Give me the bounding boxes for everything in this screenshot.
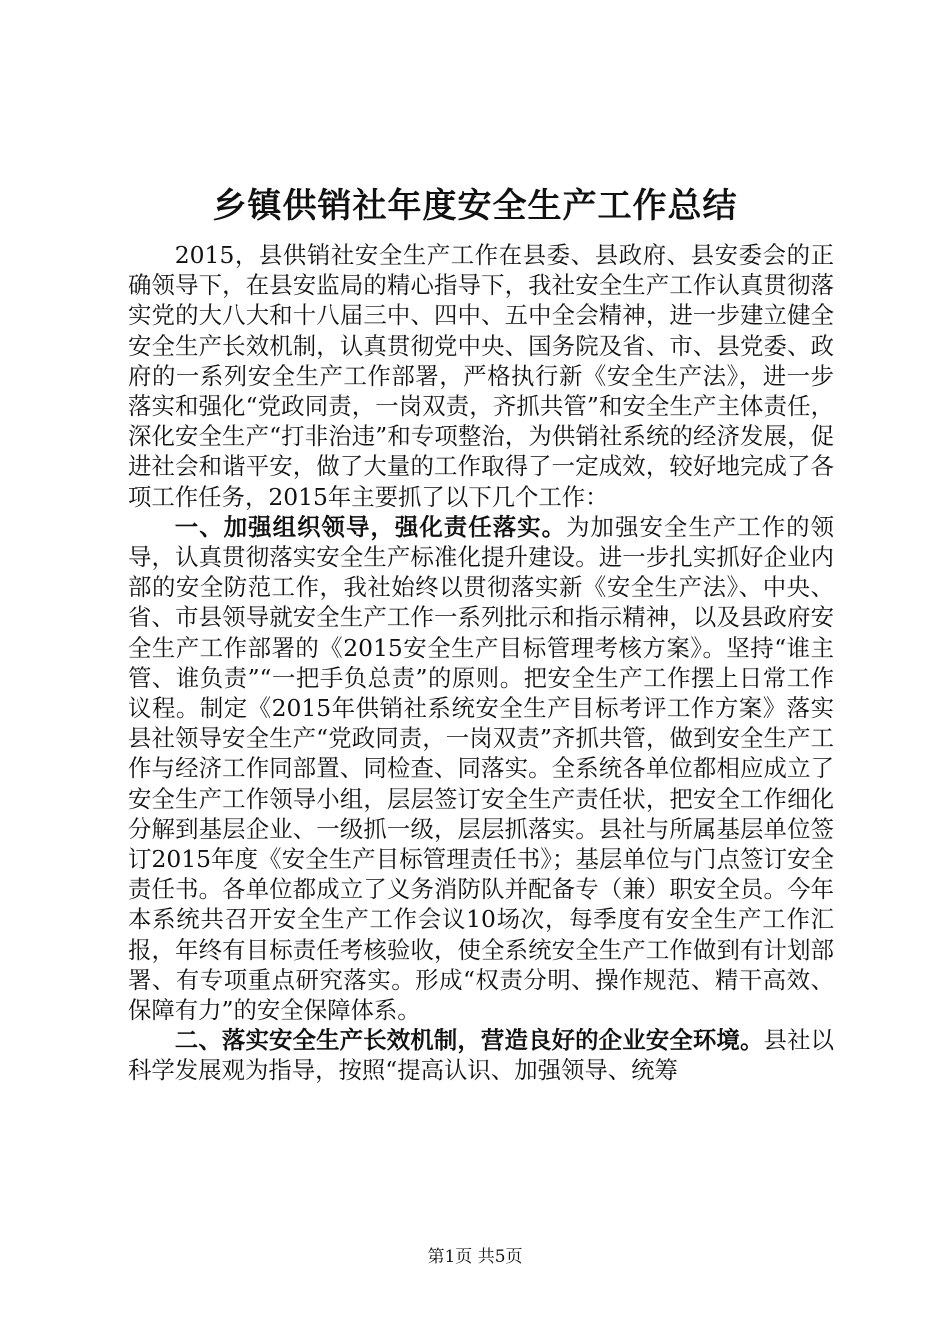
section-2-text: 县社以科学发展观为指导，按照“提高认识、加强领导、统筹: [128, 1026, 835, 1085]
page-footer: 第1页 共5页: [427, 1247, 523, 1267]
document-body: [128, 240, 834, 1086]
section-1-text: 为加强安全生产工作的领导，认真贯彻落实安全生产标准化提升建设。进一步扎实抓好企业内部的安全防范工作，我社始终以贯彻落实新《安全生产法》、中央、省、市县领导就安全生产工作一系列批示和指示精神，以及县政府安全生产工作部署的《2015安全生产目标管理考核方案》。坚持“谁主管、谁负责”“一把手负总责”的原则。把安全生产工作摆上日常工作议程。制定《2015年供销社系统安全生产目标考评工作方案》落实县社领导安全生产“党政同责，一岗双责”齐抓共管，做到安全生产工作与经济工作同部置、同检查、同落实。全系统各单位都相应成立了安全生产工作领导小组，层层签订安全生产责任状，把安全工作细化分解到基层企业、一级抓一级，层层抓落实。县社与所属基层单位签订2015年度《安全生产目标管理责任书》；基层单位与门点签订安全责任书。各单位都成立了义务消防队并配备专（兼）职安全员。今年本系统共召开安全生产工作会议10场次，每季度有安全生产工作汇报，年终有目标责任考核验收，使全系统安全生产工作做到有计划部署、有专项重点研究落实。形成“权责分明、操作规范、精干高效、保障有力”的安全保障体系。: [128, 512, 835, 1025]
intro-paragraph: 2015，县供销社安全生产工作在县委、县政府、县安委会的正确领导下，在县安监局的精心指导下，我社安全生产工作认真贯彻落实党的大八大和十八届三中、四中、五中全会精神，进一步建立健全安全生产长效机制，认真贯彻党中央、国务院及省、市、县党委、政府的一系列安全生产工作部署，严格执行新《安全生产法》，进一步落实和强化“党政同责，一岗双责，齐抓共管”和安全生产主体责任，深化安全生产“打非治违”和专项整治，为供销社系统的经济发展，促进社会和谐平安，做了大量的工作取得了一定成效，较好地完成了各项工作任务，2015年主要抓了以下几个工作：: [128, 241, 834, 511]
section-1-heading: 一、加强组织领导，强化责任落实。: [174, 512, 567, 541]
document-title: 乡镇供销社年度安全生产工作总结: [212, 186, 738, 226]
section-2-heading: 二、落实安全生产长效机制，营造良好的企业安全环境。: [174, 1026, 764, 1055]
section-2-paragraph: [128, 1025, 834, 1085]
section-1-paragraph: [128, 512, 834, 1025]
